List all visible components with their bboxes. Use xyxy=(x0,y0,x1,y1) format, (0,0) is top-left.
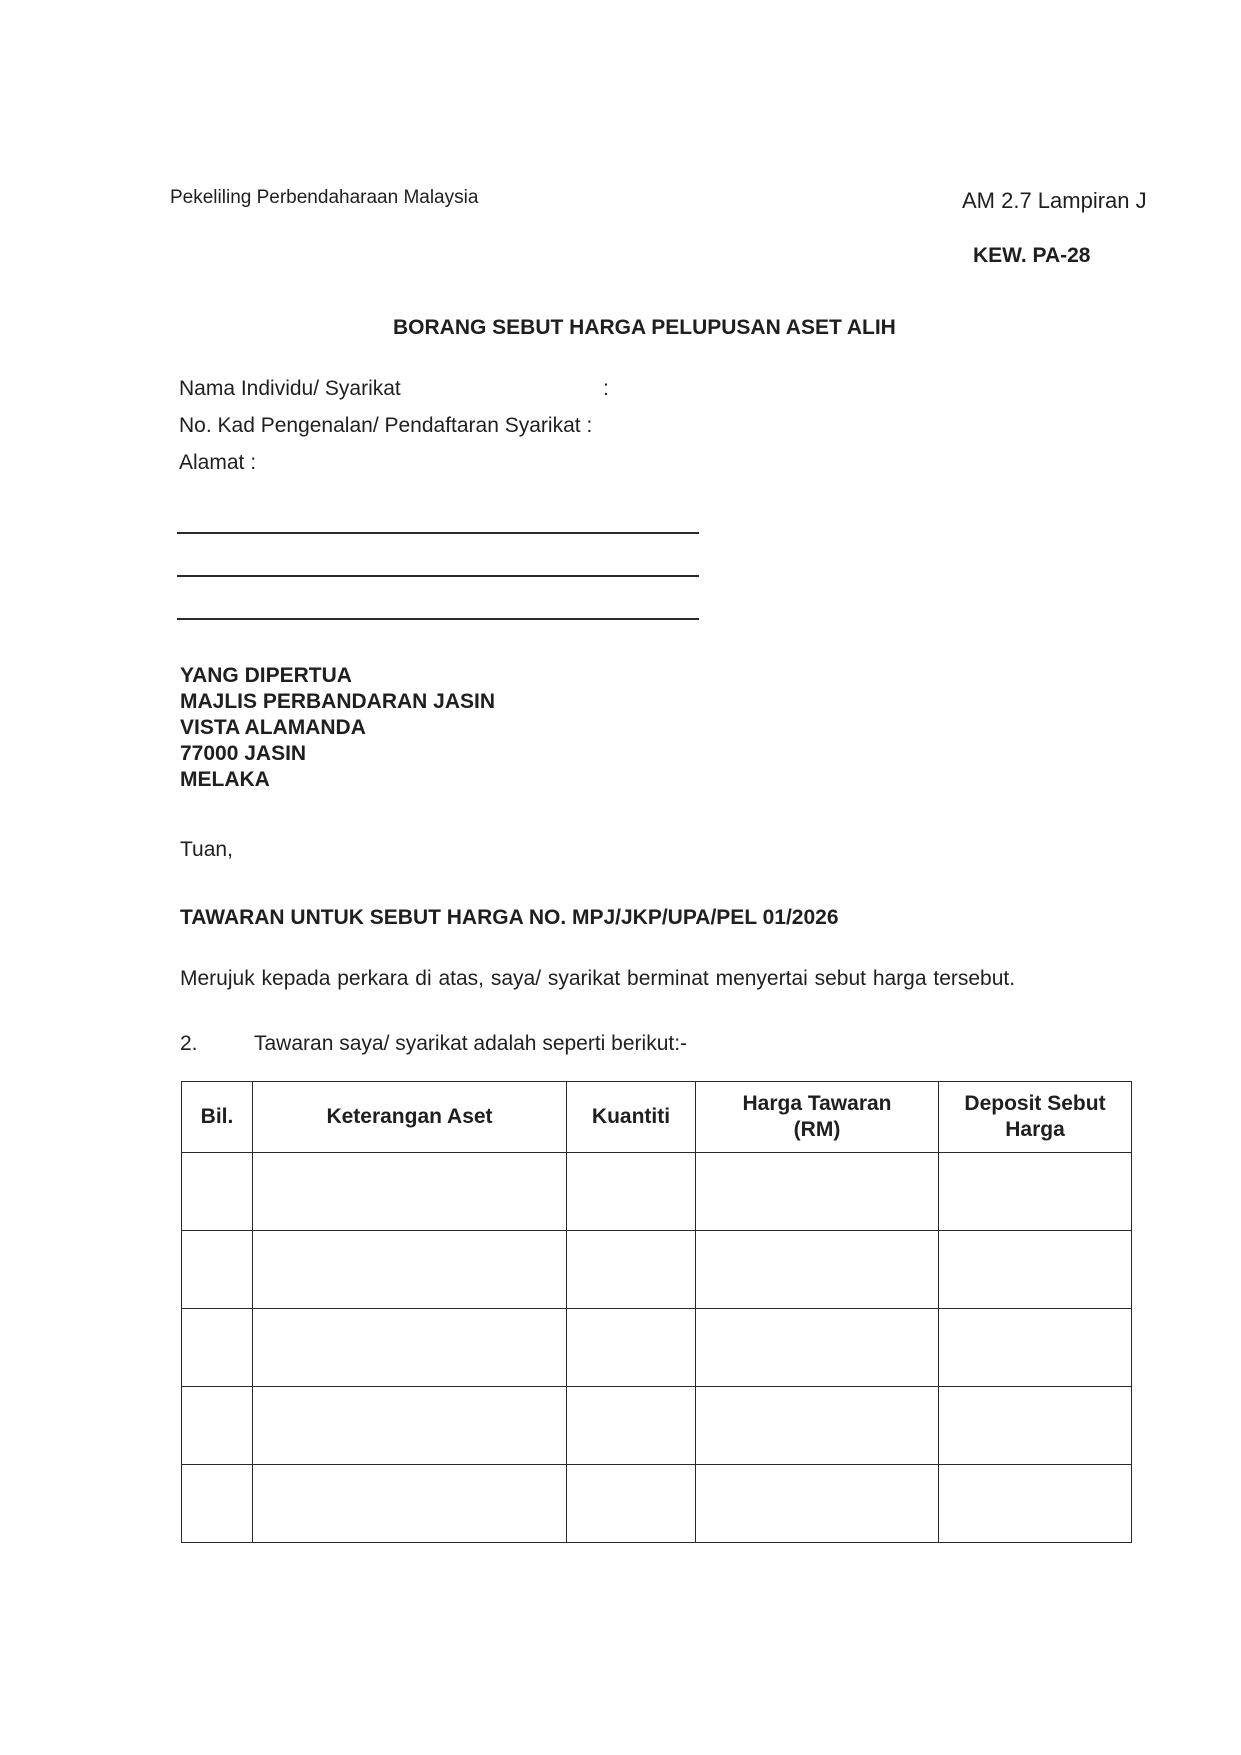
recipient-line-5: MELAKA xyxy=(180,768,270,791)
cell-bil[interactable] xyxy=(182,1387,253,1465)
cell-harga-tawaran[interactable] xyxy=(696,1231,939,1309)
document-title: BORANG SEBUT HARGA PELUPUSAN ASET ALIH xyxy=(393,316,896,339)
salutation: Tuan, xyxy=(180,838,233,861)
cell-kuantiti[interactable] xyxy=(567,1153,696,1231)
cell-kuantiti[interactable] xyxy=(567,1231,696,1309)
header-bil: Bil. xyxy=(182,1082,253,1153)
cell-bil[interactable] xyxy=(182,1231,253,1309)
address-line-2[interactable] xyxy=(177,575,699,577)
cell-deposit[interactable] xyxy=(939,1309,1132,1387)
recipient-line-1: YANG DIPERTUA xyxy=(180,664,352,687)
name-label: Nama Individu/ Syarikat xyxy=(179,377,401,400)
address-line-1[interactable] xyxy=(177,532,699,534)
paragraph-2-text: Tawaran saya/ syarikat adalah seperti berikut:- xyxy=(254,1032,688,1055)
subject-line: TAWARAN UNTUK SEBUT HARGA NO. MPJ/JKP/UPA/PEL 01/2026 xyxy=(180,906,839,929)
circular-title: Pekeliling Perbendaharaan Malaysia xyxy=(170,187,479,208)
cell-keterangan-aset[interactable] xyxy=(253,1309,567,1387)
header-deposit xyxy=(939,1082,1132,1153)
header-harga-tawaran xyxy=(696,1082,939,1153)
header-keterangan-aset: Keterangan Aset xyxy=(253,1082,567,1153)
recipient-line-4: 77000 JASIN xyxy=(180,742,307,765)
cell-kuantiti[interactable] xyxy=(567,1465,696,1543)
form-code: KEW. PA-28 xyxy=(973,244,1091,267)
cell-kuantiti[interactable] xyxy=(567,1387,696,1465)
cell-bil[interactable] xyxy=(182,1309,253,1387)
table-row xyxy=(182,1231,1132,1309)
cell-deposit[interactable] xyxy=(939,1231,1132,1309)
cell-keterangan-aset[interactable] xyxy=(253,1465,567,1543)
cell-bil[interactable] xyxy=(182,1465,253,1543)
offer-table xyxy=(181,1081,1132,1543)
appendix-reference: AM 2.7 Lampiran J xyxy=(962,188,1147,213)
table-header-row xyxy=(182,1082,1132,1153)
header-harga-line-2: (RM) xyxy=(793,1118,841,1141)
id-label: No. Kad Pengenalan/ Pendaftaran Syarikat : xyxy=(179,414,593,437)
paragraph-2-number: 2. xyxy=(180,1032,198,1055)
table-row xyxy=(182,1387,1132,1465)
cell-harga-tawaran[interactable] xyxy=(696,1153,939,1231)
cell-keterangan-aset[interactable] xyxy=(253,1231,567,1309)
address-label: Alamat : xyxy=(179,451,257,474)
cell-keterangan-aset[interactable] xyxy=(253,1153,567,1231)
header-kuantiti: Kuantiti xyxy=(567,1082,696,1153)
header-harga-line-1: Harga Tawaran xyxy=(742,1092,892,1115)
cell-harga-tawaran[interactable] xyxy=(696,1309,939,1387)
name-colon: : xyxy=(603,377,609,400)
cell-keterangan-aset[interactable] xyxy=(253,1387,567,1465)
cell-deposit[interactable] xyxy=(939,1465,1132,1543)
table-row xyxy=(182,1309,1132,1387)
paragraph-1: Merujuk kepada perkara di atas, saya/ syarikat berminat menyertai sebut harga tersebut. xyxy=(180,967,1016,990)
cell-harga-tawaran[interactable] xyxy=(696,1387,939,1465)
table-row xyxy=(182,1153,1132,1231)
cell-deposit[interactable] xyxy=(939,1153,1132,1231)
recipient-address xyxy=(180,663,495,793)
offer-table-body xyxy=(182,1153,1132,1543)
cell-kuantiti[interactable] xyxy=(567,1309,696,1387)
header-deposit-line-1: Deposit Sebut xyxy=(964,1092,1106,1115)
cell-harga-tawaran[interactable] xyxy=(696,1465,939,1543)
address-line-3[interactable] xyxy=(177,618,699,620)
recipient-line-3: VISTA ALAMANDA xyxy=(180,716,366,739)
header-deposit-line-2: Harga xyxy=(1005,1118,1065,1141)
cell-deposit[interactable] xyxy=(939,1387,1132,1465)
recipient-line-2: MAJLIS PERBANDARAN JASIN xyxy=(180,690,496,713)
cell-bil[interactable] xyxy=(182,1153,253,1231)
table-row xyxy=(182,1465,1132,1543)
